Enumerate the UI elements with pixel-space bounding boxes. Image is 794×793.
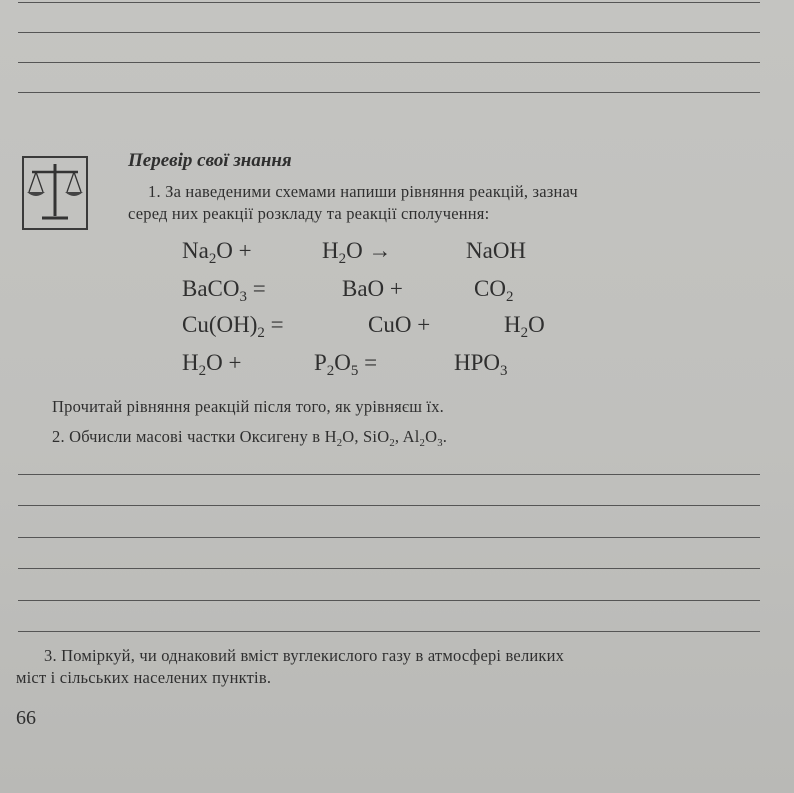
equation-product: $HPO_3$ [454, 350, 508, 380]
answer-line [18, 631, 760, 632]
section-heading: Перевір свої знання [128, 150, 292, 171]
answer-line [18, 600, 760, 601]
answer-line [18, 2, 760, 3]
equation-reagent: $H_2O$ → [322, 238, 392, 268]
equation-product: $CO_2$ [474, 276, 514, 306]
answer-line [18, 474, 760, 475]
equation-product: NaOH [466, 238, 527, 263]
task2-text: 2. Обчисли масові частки Оксигену в $H_2O$, SiO$_2$, $Al_2O_3$. [52, 427, 448, 449]
task2-formula: $H_2O$ [324, 427, 355, 449]
equation-reagent: $Cu(OH)_2$ = [182, 312, 284, 342]
task3-line2: міст і сільських населених пунктів. [16, 668, 272, 687]
page-number: 66 [16, 707, 36, 729]
answer-line [18, 568, 760, 569]
equation-reagent: $H_2O$ + [182, 350, 242, 380]
task2-formula: SiO$_2$ [363, 427, 395, 449]
scales-icon [22, 156, 88, 230]
task1-line2: серед них реакції розкладу та реакції сполучення: [128, 204, 490, 223]
task1-line1: 1. За наведеними схемами напиши рівняння реакцій, зазнач [148, 182, 578, 201]
equation-reagent: BaO + [342, 276, 403, 301]
answer-line [18, 92, 760, 93]
task2-formula: $Al_2O_3$ [402, 427, 443, 449]
task2-prefix: 2. Обчисли масові частки Оксигену в [52, 427, 321, 446]
answer-line [18, 537, 760, 538]
task3-line1: 3. Поміркуй, чи однаковий вміст вуглекислого газу в атмосфері великих [44, 646, 565, 665]
task2-suffix: . [442, 427, 448, 446]
answer-line [18, 32, 760, 33]
task1-after-text: Прочитай рівняння реакцій після того, як урівняєш їх. [52, 397, 444, 416]
equation-reagent: CuO + [368, 312, 431, 337]
answer-line [18, 62, 760, 63]
equation-product: $H_2O$ [504, 312, 545, 342]
equation-reagent: $P_2O_5$ = [314, 350, 378, 380]
answer-line [18, 505, 760, 506]
equation-reagent: BaCO$_3$ = [182, 276, 266, 306]
equation-reagent: $Na_2O$ + [182, 238, 252, 268]
